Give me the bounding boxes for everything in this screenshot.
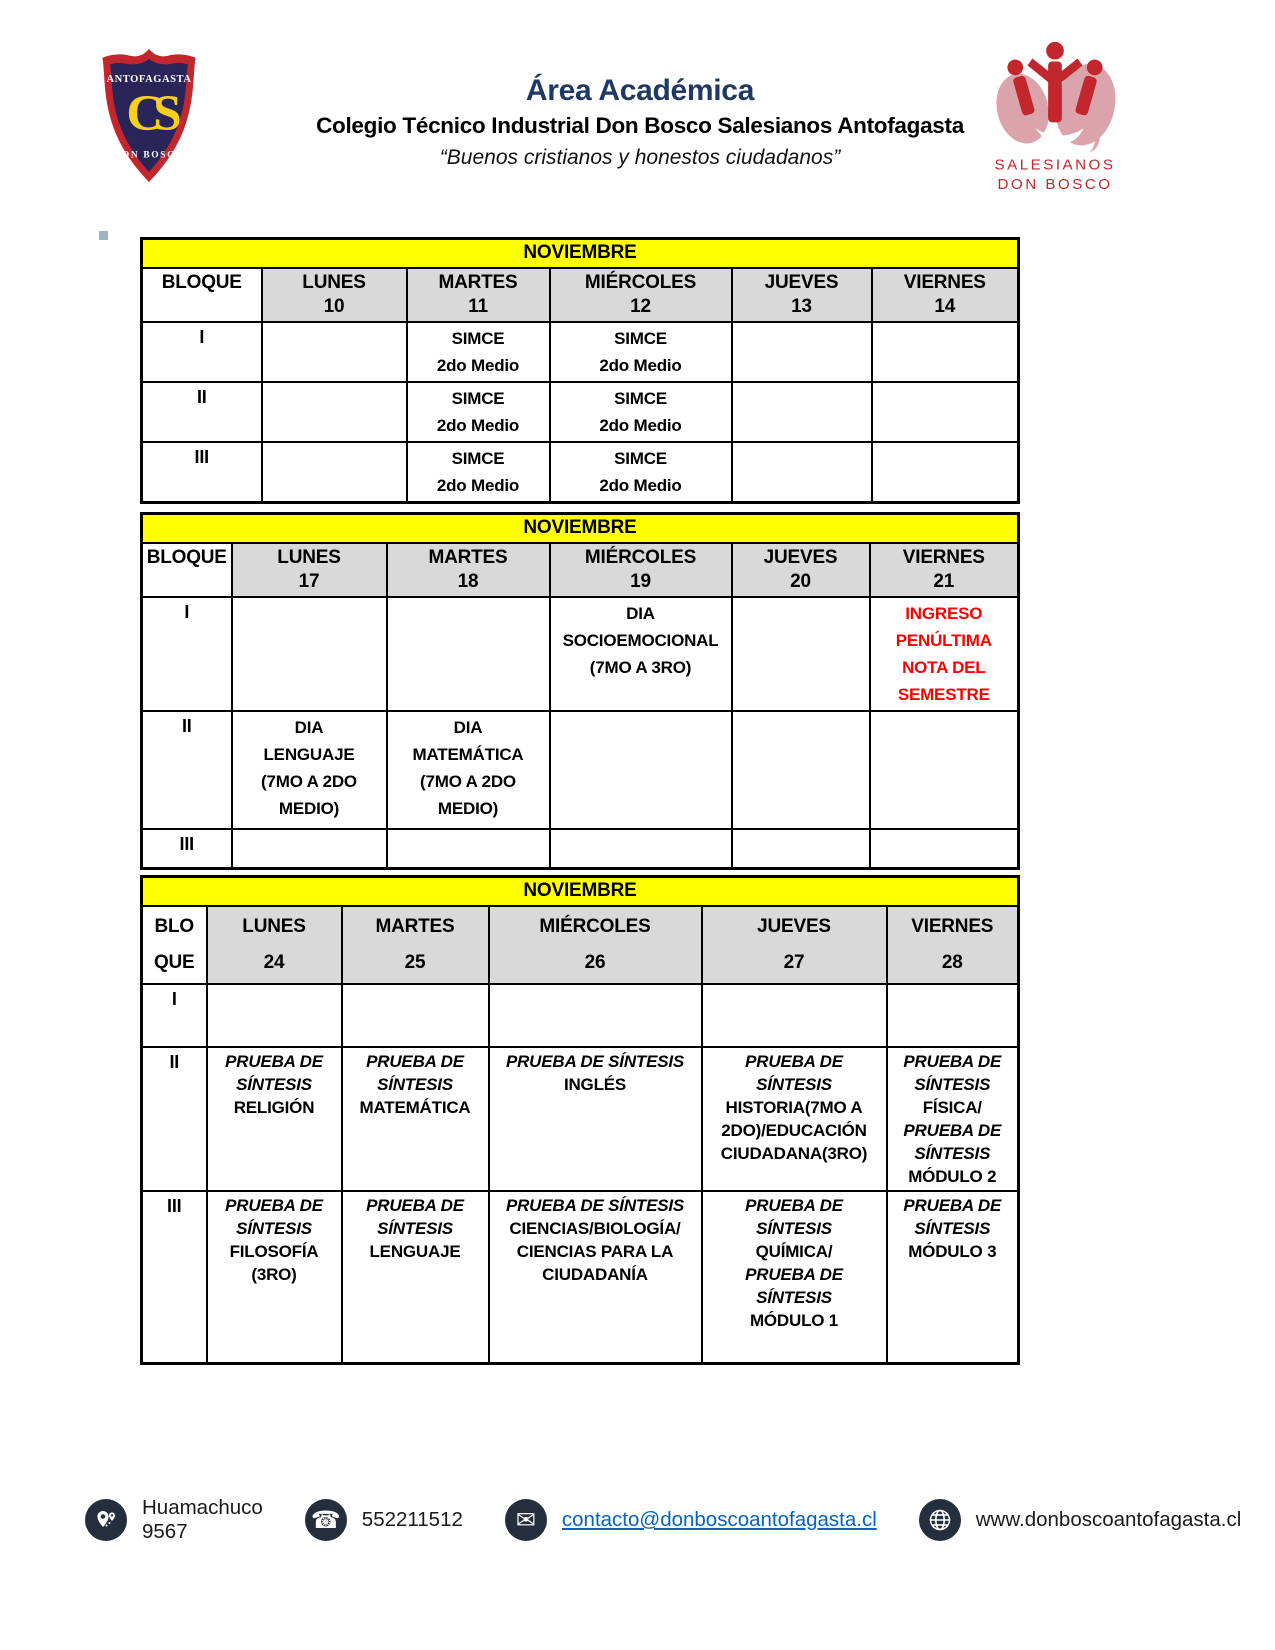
day-header [550, 543, 732, 597]
day-header [550, 268, 732, 322]
schedule-cell [702, 984, 887, 1047]
day-date: 27 [783, 951, 805, 973]
schedule-cell [489, 1047, 702, 1191]
schedule-cell [342, 1191, 489, 1364]
cell-line: PRUEBA DE [366, 1051, 464, 1071]
schedule-cell [387, 711, 550, 829]
schedule-cell [387, 829, 550, 869]
bloque-header [142, 906, 207, 984]
website-text: www.donboscoantofagasta.cl [975, 1508, 1242, 1531]
day-name: JUEVES [763, 546, 838, 568]
table-row [142, 322, 1019, 382]
cell-line: SIMCE [614, 388, 667, 408]
cell-line: (7MO A 2DO [420, 771, 516, 791]
block-label: III [142, 442, 262, 503]
schedule-cell [872, 382, 1019, 442]
day-date: 18 [457, 570, 479, 592]
schedule-cell [407, 322, 550, 382]
day-header-row [142, 906, 1019, 984]
cell-line: DIA [453, 717, 483, 737]
day-header [262, 268, 407, 322]
day-date: 26 [584, 951, 606, 973]
bloque-header [142, 543, 232, 597]
page-title: Área Académica [525, 74, 755, 107]
table-row [142, 711, 1019, 829]
schedule-cell [550, 829, 732, 869]
schedule-cell [207, 1191, 342, 1364]
salesianos-text-line2: DON BOSCO [997, 176, 1113, 194]
cell-line: SÍNTESIS [756, 1287, 832, 1307]
cell-line: SÍNTESIS [377, 1218, 453, 1238]
block-label: II [142, 382, 262, 442]
school-name: Colegio Técnico Industrial Don Bosco Salesianos Antofagasta [316, 113, 964, 138]
cell-line: CIUDADANA(3RO) [720, 1143, 868, 1163]
cell-line: PRUEBA DE [903, 1120, 1002, 1140]
schedule-cell [232, 829, 387, 869]
block-label: II [142, 1047, 207, 1191]
cell-line: CIENCIAS PARA LA [516, 1241, 674, 1261]
cell-line: SÍNTESIS [914, 1074, 991, 1094]
schedule-cell [887, 984, 1019, 1047]
day-name: JUEVES [757, 915, 831, 937]
block-label: II [142, 711, 232, 829]
bloque-header-line: QUE [153, 951, 195, 973]
day-header [407, 268, 550, 322]
cell-line: INGLÉS [563, 1074, 627, 1094]
schedule-cell [262, 322, 407, 382]
cell-line: CIENCIAS/BIOLOGÍA/ [509, 1218, 681, 1238]
cell-line: DIA [626, 603, 655, 623]
cell-line: DIA [294, 717, 324, 737]
cell-line: 2DO)/EDUCACIÓN [721, 1120, 867, 1140]
month-header: NOVIEMBRE [142, 877, 1019, 906]
day-header [232, 543, 387, 597]
day-date: 25 [404, 951, 426, 973]
schedule-cell [887, 1191, 1019, 1364]
schedule-cell [550, 442, 732, 503]
schedule-cell [489, 1191, 702, 1364]
footer-address-item [85, 1496, 263, 1544]
schedule-cell [732, 829, 870, 869]
month-header: NOVIEMBRE [142, 514, 1019, 543]
cell-line: SIMCE [451, 388, 505, 408]
day-name: MIÉRCOLES [584, 271, 697, 293]
day-date: 21 [933, 570, 955, 592]
cell-line: SEMESTRE [897, 684, 990, 704]
day-name: MIÉRCOLES [539, 915, 651, 937]
cell-line: SÍNTESIS [236, 1074, 312, 1094]
cell-line: SÍNTESIS [914, 1218, 991, 1238]
month-header: NOVIEMBRE [142, 239, 1019, 268]
day-header [887, 906, 1019, 984]
table-row [142, 984, 1019, 1047]
block-label: I [142, 322, 262, 382]
cell-line: PRUEBA DE [903, 1195, 1002, 1215]
schedule-cell [550, 711, 732, 829]
schedule-cell [870, 597, 1019, 711]
table-row [142, 1047, 1019, 1191]
schedule-cell [870, 829, 1019, 869]
day-name: JUEVES [764, 271, 839, 293]
day-name: LUNES [302, 271, 366, 293]
table-row [142, 597, 1019, 711]
schedule-cell [342, 984, 489, 1047]
schedule-cell [732, 382, 872, 442]
schedule-cell [550, 382, 732, 442]
day-header [872, 268, 1019, 322]
cell-line: PRUEBA DE [225, 1051, 323, 1071]
cell-line: MATEMÁTICA [412, 744, 524, 764]
cell-line: PRUEBA DE [745, 1264, 843, 1284]
cell-line: (7MO A 3RO) [589, 657, 692, 677]
schedule-cell [702, 1191, 887, 1364]
schedule-cell [387, 597, 550, 711]
schedule-cell [207, 1047, 342, 1191]
cell-line: PRUEBA DE [745, 1051, 843, 1071]
cell-line: LENGUAJE [263, 744, 355, 764]
schedule-cell [232, 711, 387, 829]
day-date: 10 [323, 295, 345, 317]
schedule-cell [887, 1047, 1019, 1191]
table-row [142, 1191, 1019, 1364]
bloque-header-line: BLO [154, 915, 194, 937]
day-date: 11 [468, 295, 488, 317]
day-header [342, 906, 489, 984]
day-date: 24 [263, 951, 285, 973]
cell-line: NOTA DEL [902, 657, 986, 677]
bloque-header-line: BLOQUE [161, 271, 242, 293]
phone-icon: ☎ [305, 1499, 347, 1541]
cell-line: PRUEBA DE SÍNTESIS [505, 1051, 685, 1071]
cell-line: 2do Medio [599, 475, 682, 495]
cell-line: PRUEBA DE [903, 1051, 1002, 1071]
schedule-cell [342, 1047, 489, 1191]
bloque-header [142, 268, 262, 322]
schedule-cell [489, 984, 702, 1047]
block-label: III [142, 829, 232, 869]
table-row [142, 829, 1019, 869]
cell-line: (7MO A 2DO [261, 771, 357, 791]
cell-line: MEDIO) [278, 798, 340, 818]
day-header [732, 543, 870, 597]
salesianos-text-line1: SALESIANOS [994, 156, 1116, 174]
cell-line: SÍNTESIS [756, 1074, 832, 1094]
day-date: 19 [630, 570, 651, 592]
day-name: VIERNES [902, 546, 985, 568]
cell-line: HISTORIA(7MO A [725, 1097, 863, 1117]
cell-line: SÍNTESIS [236, 1218, 312, 1238]
footer-phone-item [305, 1499, 463, 1541]
month-row [142, 514, 1019, 543]
email-icon: ✉ [505, 1499, 547, 1541]
cell-line: 2do Medio [599, 355, 682, 375]
cell-line: 2do Medio [436, 355, 520, 375]
day-header [870, 543, 1019, 597]
day-name: MARTES [438, 271, 518, 293]
cell-line: MÓDULO 3 [908, 1241, 997, 1261]
cell-line: 2do Medio [436, 415, 520, 435]
schedule-cell [232, 597, 387, 711]
schedule-cell [550, 322, 732, 382]
schedule-cell [407, 382, 550, 442]
cell-line: MÓDULO 2 [908, 1166, 997, 1186]
day-header [207, 906, 342, 984]
cell-line: CIUDADANÍA [542, 1264, 648, 1284]
cell-line: SÍNTESIS [914, 1143, 991, 1163]
school-motto: “Buenos cristianos y honestos ciudadanos” [439, 146, 841, 169]
day-header [732, 268, 872, 322]
schedule-cell [732, 711, 870, 829]
cell-line: 2do Medio [599, 415, 682, 435]
day-date: 12 [630, 295, 651, 317]
cell-line: PRUEBA DE [745, 1195, 843, 1215]
schedule-cell [262, 382, 407, 442]
schedule-cell [732, 442, 872, 503]
contact-footer [85, 1496, 1242, 1544]
cell-line: SÍNTESIS [756, 1218, 832, 1238]
globe-icon [919, 1499, 961, 1541]
cell-line: (3RO) [251, 1264, 297, 1284]
email-link[interactable]: contacto@donboscoantofagasta.cl [561, 1508, 877, 1531]
cell-line: MATEMÁTICA [359, 1097, 471, 1117]
table-row [142, 382, 1019, 442]
block-label: III [142, 1191, 207, 1364]
phone-text: 552211512 [361, 1508, 463, 1531]
day-name: MARTES [428, 546, 508, 568]
schedule-table-week1 [140, 237, 1020, 504]
cell-line: SIMCE [614, 448, 667, 468]
day-date: 20 [790, 570, 811, 592]
cell-line: SOCIOEMOCIONAL [562, 630, 719, 650]
cell-line: PRUEBA DE SÍNTESIS [505, 1195, 685, 1215]
block-label: I [142, 597, 232, 711]
salesianos-logo [980, 34, 1130, 196]
month-row [142, 239, 1019, 268]
schedule-cell [207, 984, 342, 1047]
cell-line: SIMCE [451, 448, 505, 468]
schedule-cell [870, 711, 1019, 829]
day-header-row [142, 268, 1019, 322]
crest-monogram: CS [126, 85, 172, 142]
day-header [387, 543, 550, 597]
cell-line: SÍNTESIS [377, 1074, 453, 1094]
cell-line: MÓDULO 1 [749, 1310, 839, 1330]
cell-line: SIMCE [451, 328, 505, 348]
bloque-header-line: BLOQUE [146, 546, 227, 568]
cell-line: INGRESO [905, 603, 983, 623]
schedule-cell [702, 1047, 887, 1191]
day-name: VIERNES [911, 915, 994, 937]
cell-line: 2do Medio [436, 475, 520, 495]
crest-city-text: ANTOFAGASTA [106, 74, 192, 86]
cell-line: FILOSOFÍA [229, 1241, 319, 1261]
table-row [142, 442, 1019, 503]
day-name: LUNES [277, 546, 341, 568]
day-header-row [142, 543, 1019, 597]
location-icon [85, 1499, 127, 1541]
footer-website-item [919, 1499, 1242, 1541]
schedule-table-week3 [140, 875, 1020, 1365]
schedule-cell [872, 442, 1019, 503]
cell-line: LENGUAJE [369, 1241, 461, 1261]
schedule-cell [872, 322, 1019, 382]
cell-line: QUÍMICA/ [755, 1241, 833, 1261]
month-row [142, 877, 1019, 906]
address-text: Huamachuco 9567 [142, 1496, 263, 1543]
day-date: 17 [298, 570, 320, 592]
anchor-mark [99, 231, 108, 240]
day-header [489, 906, 702, 984]
schedule-cell [407, 442, 550, 503]
cell-line: RELIGIÓN [233, 1097, 315, 1117]
cell-line: PRUEBA DE [366, 1195, 464, 1215]
schedule-cell [732, 597, 870, 711]
block-label: I [142, 984, 207, 1047]
cell-line: PRUEBA DE [225, 1195, 323, 1215]
schedule-cell [262, 442, 407, 503]
day-name: LUNES [242, 915, 306, 937]
day-header [702, 906, 887, 984]
schedule-cell [550, 597, 732, 711]
cell-line: PENÚLTIMA [895, 630, 992, 650]
cell-line: MEDIO) [437, 798, 499, 818]
footer-email-item [505, 1499, 877, 1541]
schedule-table-week2 [140, 512, 1020, 870]
day-name: VIERNES [903, 271, 986, 293]
day-name: MARTES [375, 915, 455, 937]
day-date: 28 [941, 951, 963, 973]
day-name: MIÉRCOLES [584, 546, 697, 568]
schedule-cell [732, 322, 872, 382]
day-date: 14 [934, 295, 956, 317]
crest-donbosco-text: DON BOSCO [113, 150, 185, 161]
day-date: 13 [791, 295, 812, 317]
cell-line: FÍSICA/ [922, 1097, 982, 1117]
cell-line: SIMCE [614, 328, 667, 348]
